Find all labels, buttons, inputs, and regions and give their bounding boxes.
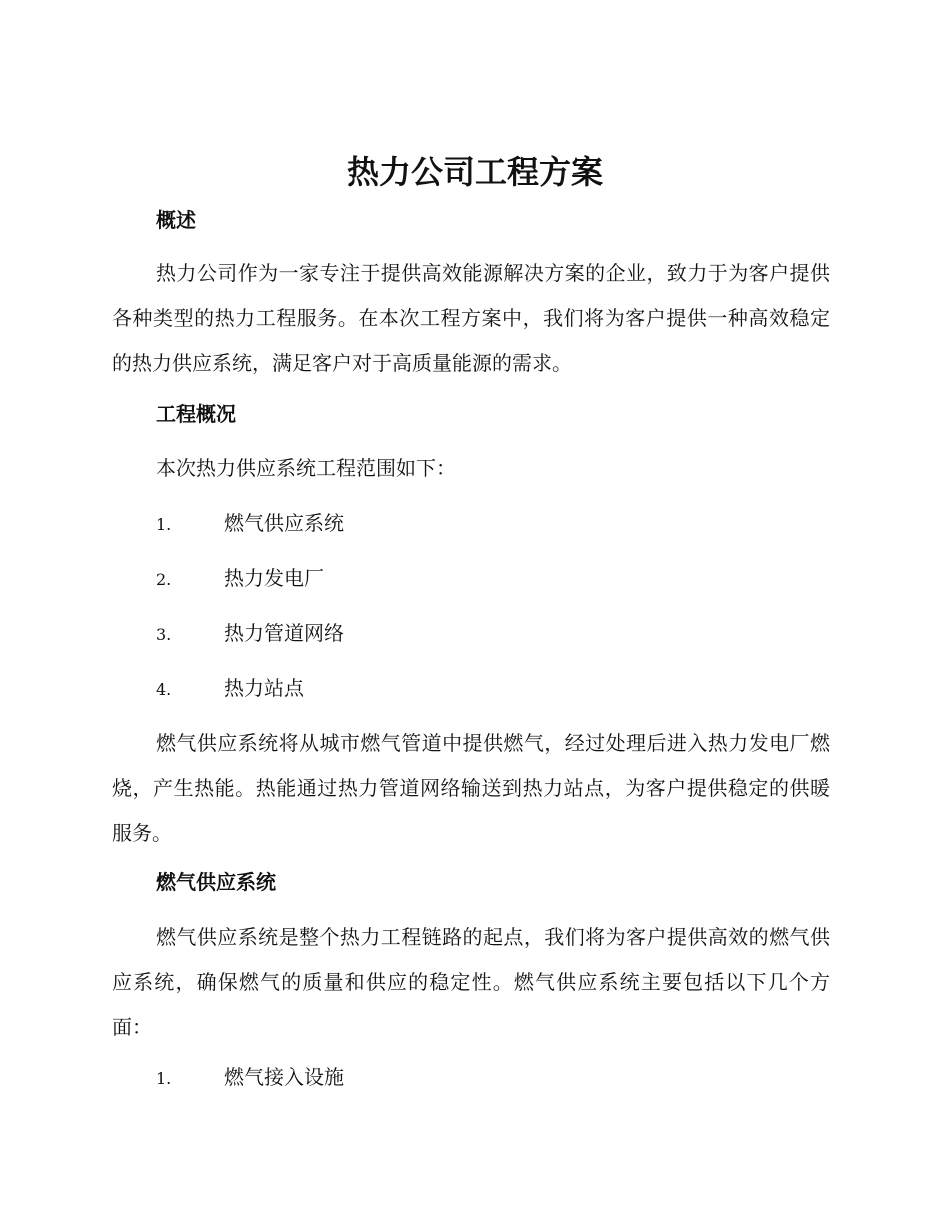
list-item-number: 4. <box>156 680 172 699</box>
gas-supply-paragraph: 燃气供应系统是整个热力工程链路的起点，我们将为客户提供高效的燃气供应系统，确保燃气的质量和供应的稳定性。燃气供应系统主要包括以下几个方面： <box>112 925 830 1039</box>
list-item-number: 3. <box>156 625 172 644</box>
list-item-number: 1. <box>156 1069 172 1088</box>
list-item-number: 2. <box>156 570 172 589</box>
list-item-number: 1. <box>156 515 172 534</box>
list-item-text: 燃气供应系统 <box>224 511 344 535</box>
list-item <box>156 508 344 540</box>
list-item-text: 热力站点 <box>224 676 304 700</box>
list-item <box>156 1062 344 1094</box>
list-item-text: 热力发电厂 <box>224 566 324 590</box>
list-item-text: 燃气接入设施 <box>224 1065 344 1089</box>
project-summary-paragraph: 燃气供应系统将从城市燃气管道中提供燃气，经过处理后进入热力发电厂燃烧，产生热能。热能通过热力管道网络输送到热力站点，为客户提供稳定的供暖服务。 <box>112 731 830 845</box>
list-item-text: 热力管道网络 <box>224 621 344 645</box>
project-summary-intro: 本次热力供应系统工程范围如下： <box>156 456 456 480</box>
list-item <box>156 673 304 705</box>
document-title: 热力公司工程方案 <box>346 153 603 191</box>
section-heading-gas-supply: 燃气供应系统 <box>156 870 276 894</box>
overview-paragraph: 热力公司作为一家专注于提供高效能源解决方案的企业，致力于为客户提供各种类型的热力工程服务。在本次工程方案中，我们将为客户提供一种高效稳定的热力供应系统，满足客户对于高质量能源的需求。 <box>112 261 830 375</box>
section-heading-project-summary: 工程概况 <box>156 402 236 426</box>
list-item <box>156 618 344 650</box>
list-item <box>156 563 324 595</box>
section-heading-overview: 概述 <box>156 208 196 232</box>
